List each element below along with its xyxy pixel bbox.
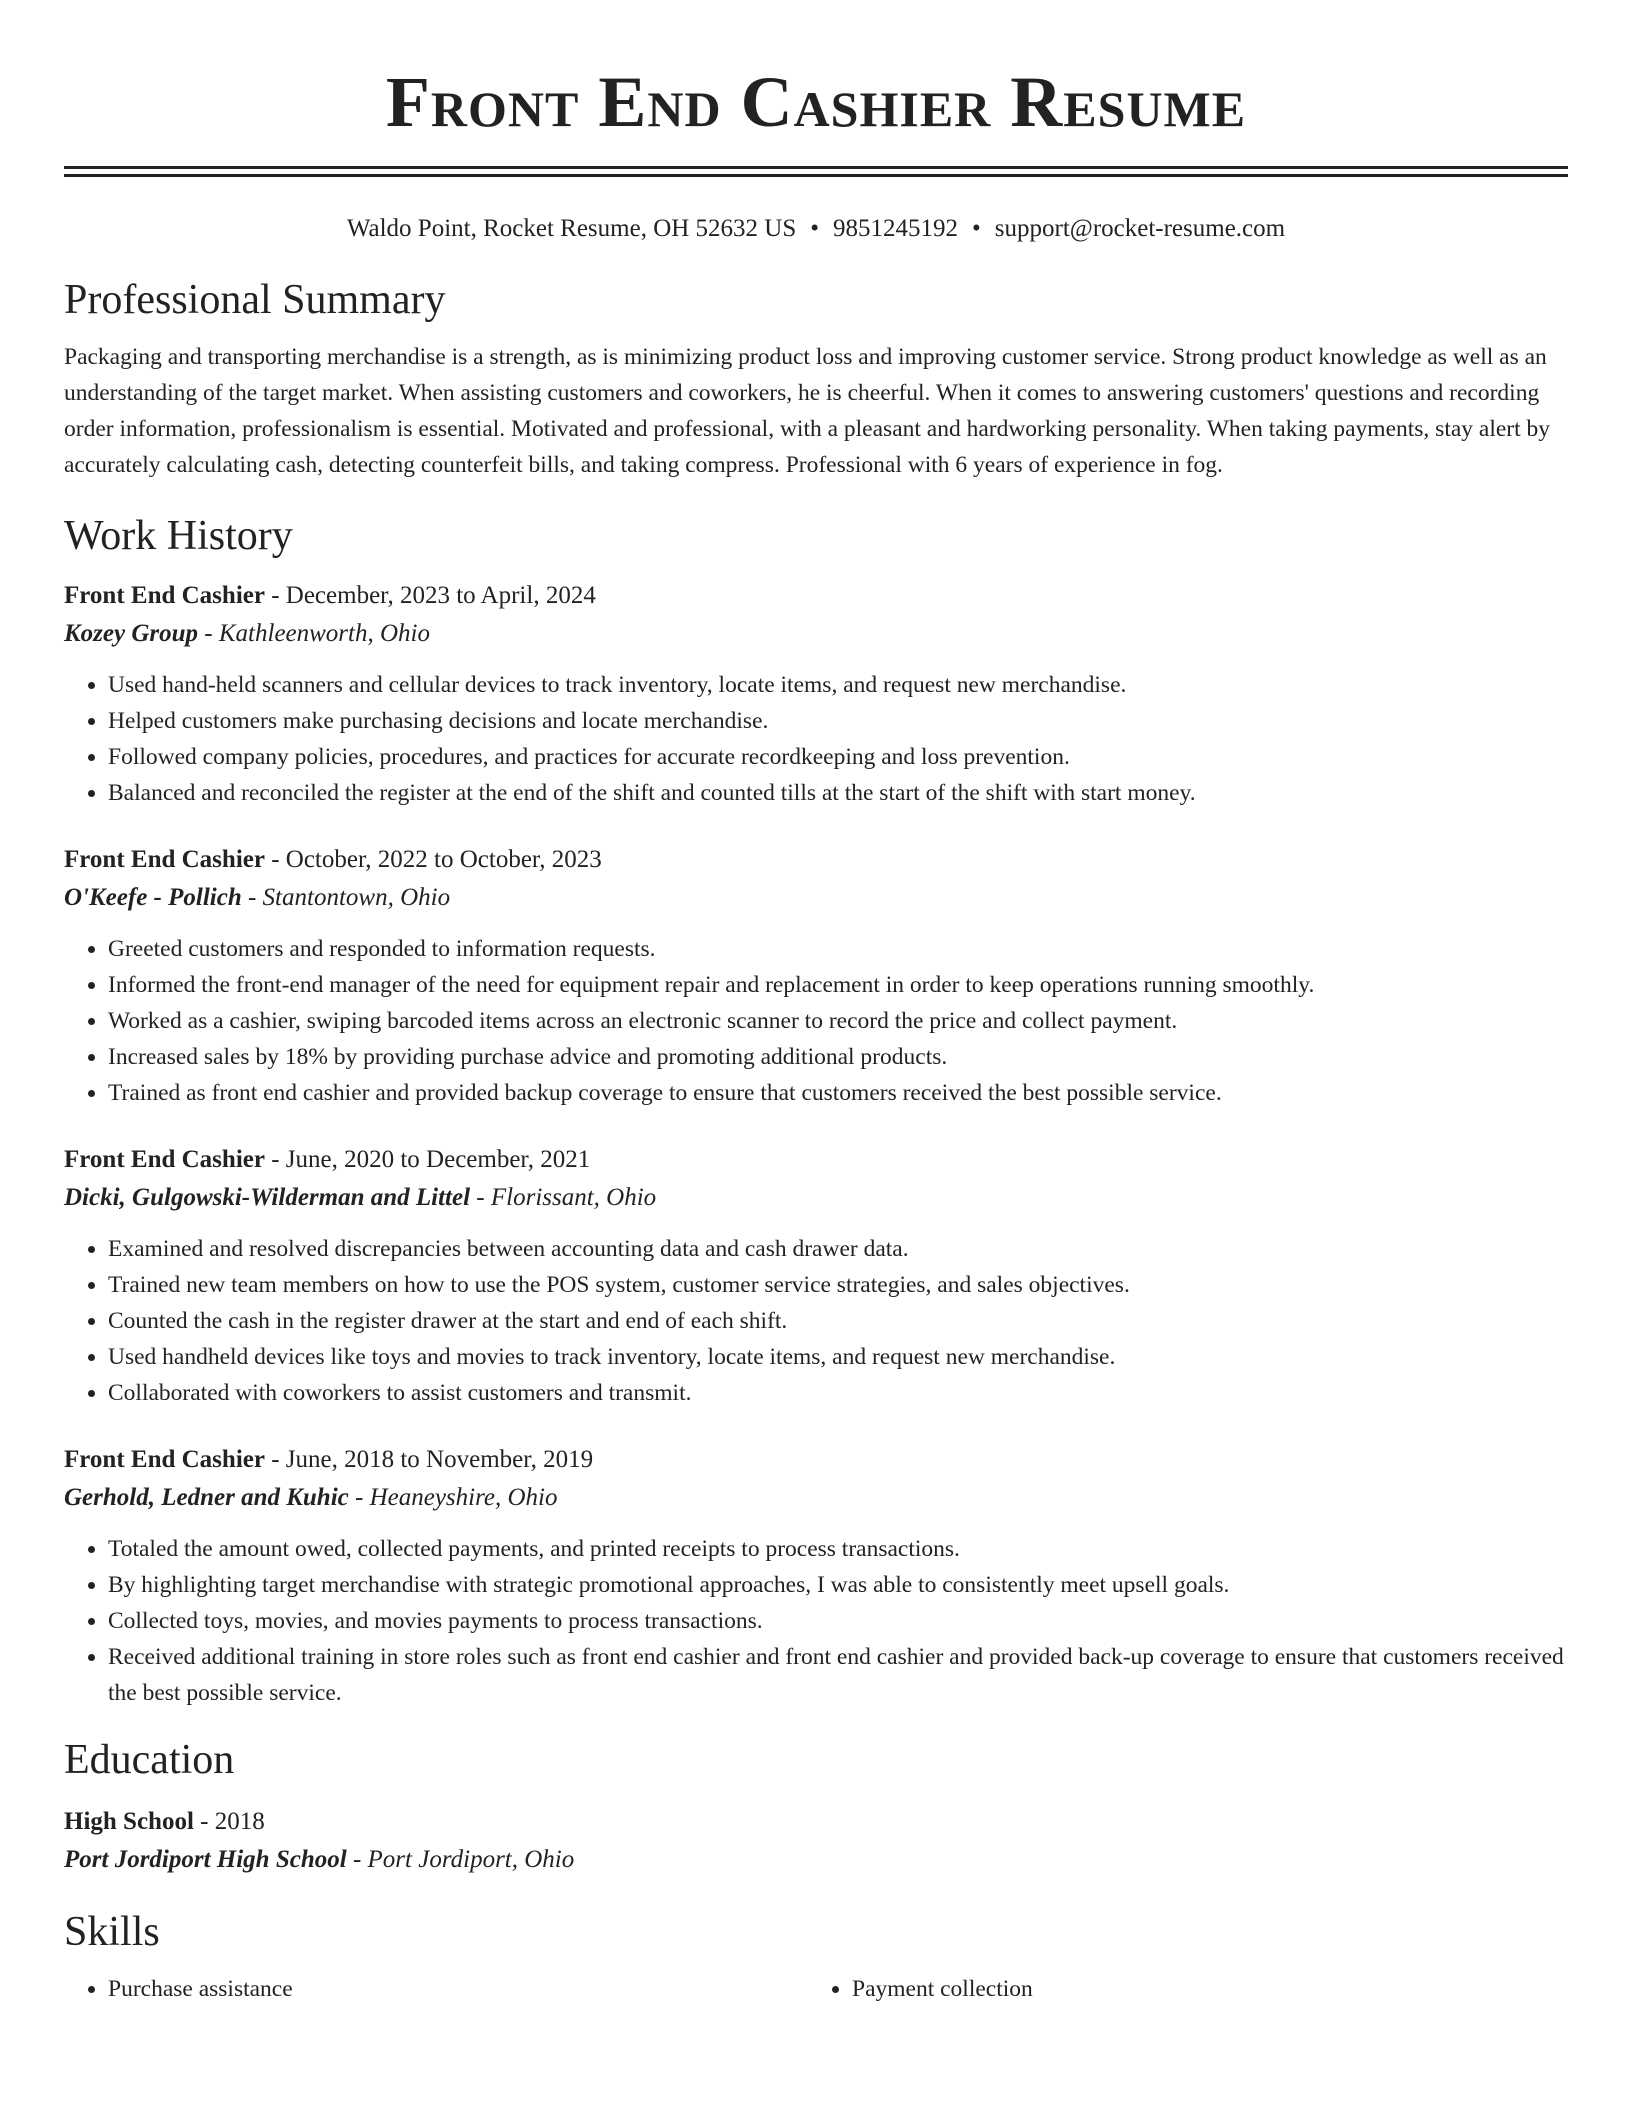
skill-item: • Payment collection — [852, 1971, 1552, 2007]
job-duties — [64, 1531, 1568, 1711]
job-dates: - June, 2020 to December, 2021 — [264, 1146, 591, 1173]
job-employer — [64, 1179, 1568, 1217]
education-degree: High School — [64, 1808, 194, 1835]
job-header — [64, 841, 1568, 879]
contact-separator: • — [810, 215, 820, 242]
job-duties — [64, 667, 1568, 811]
list-item: • Used hand-held scanners and cellular devices to track inventory, locate items, and request new merchandise. — [108, 667, 1568, 703]
list-item: • Greeted customers and responded to information requests. — [108, 931, 1568, 967]
list-item: • Increased sales by 18% by providing purchase advice and promoting additional products. — [108, 1039, 1568, 1075]
work-history-list — [64, 577, 1568, 1711]
job-role: Front End Cashier — [64, 846, 265, 873]
education-school-line — [64, 1841, 1568, 1879]
job-duties — [64, 1231, 1568, 1411]
skills-column-right — [808, 1971, 1552, 2007]
section-heading-education: Education — [64, 1737, 235, 1783]
section-heading-summary: Professional Summary — [64, 277, 446, 323]
job-duties — [64, 931, 1568, 1111]
job-role: Front End Cashier — [64, 1146, 265, 1173]
contact-address: Waldo Point, Rocket Resume, OH 52632 US — [346, 215, 797, 242]
resume-title: Front End Cashier Resume — [385, 62, 1247, 142]
list-item: • By highlighting target merchandise with strategic promotional approaches, I was able to consistently meet upsell goals. — [108, 1567, 1568, 1603]
resume-page — [64, 0, 1568, 2007]
list-item: • Collaborated with coworkers to assist customers and transmit. — [108, 1375, 1568, 1411]
list-item: • Examined and resolved discrepancies between accounting data and cash drawer data. — [108, 1231, 1568, 1267]
skill-item: • Purchase assistance — [108, 1971, 808, 2007]
list-item: • Totaled the amount owed, collected payments, and printed receipts to process transactions. — [108, 1531, 1568, 1567]
job-role: Front End Cashier — [64, 1446, 265, 1473]
list-item: • Worked as a cashier, swiping barcoded items across an electronic scanner to record the price and collect payment. — [108, 1003, 1568, 1039]
job-employer — [64, 879, 1568, 917]
job-employer — [64, 615, 1568, 653]
summary-text: Packaging and transporting merchandise is a strength, as is minimizing product loss and improving customer service. Strong product knowledge as well as an understanding of the target market. When assisting customers and coworkers, he is cheerful. When it comes to answering customers' questions and recording order information, professionalism is essential. Motivated and professional, with a pleasant and hardworking personality. When taking payments, stay alert by accurately calculating cash, detecting counterfeit bills, and taking compress. Professional with 6 years of experience in fog. — [64, 344, 1551, 478]
job-role: Front End Cashier — [64, 582, 265, 609]
education-year: - 2018 — [193, 1808, 265, 1835]
job-dates: - October, 2022 to October, 2023 — [264, 846, 602, 873]
list-item: • Collected toys, movies, and movies payments to process transactions. — [108, 1603, 1568, 1639]
list-item: • Helped customers make purchasing decisions and locate merchandise. — [108, 703, 1568, 739]
job-company: Kozey Group — [64, 620, 199, 647]
contact-phone: 9851245192 — [833, 215, 959, 242]
contact-line — [64, 213, 1568, 245]
job-dates: - December, 2023 to April, 2024 — [264, 582, 596, 609]
job-header — [64, 577, 1568, 615]
section-heading-work-history: Work History — [64, 513, 293, 559]
skills-list — [64, 1971, 1568, 2007]
job-location: - Florissant, Ohio — [470, 1184, 657, 1211]
job-entry — [64, 1441, 1568, 1711]
title-divider — [64, 166, 1568, 177]
job-employer — [64, 1479, 1568, 1517]
skills-column-left — [64, 1971, 808, 2007]
job-company: Gerhold, Ledner and Kuhic — [64, 1484, 349, 1511]
education-location: - Port Jordiport, Ohio — [346, 1846, 575, 1873]
job-dates: - June, 2018 to November, 2019 — [264, 1446, 594, 1473]
education-header — [64, 1803, 1568, 1841]
list-item: • Counted the cash in the register drawer at the start and end of each shift. — [108, 1303, 1568, 1339]
job-entry — [64, 577, 1568, 811]
job-location: - Stantontown, Ohio — [241, 884, 451, 911]
job-location: - Kathleenworth, Ohio — [198, 620, 430, 647]
section-heading-skills: Skills — [64, 1909, 160, 1955]
job-entry — [64, 841, 1568, 1111]
list-item: • Informed the front-end manager of the need for equipment repair and replacement in order to keep operations running smoothly. — [108, 967, 1568, 1003]
list-item: • Received additional training in store roles such as front end cashier and front end cashier and provided back-up coverage to ensure that customers received the best possible service. — [108, 1639, 1568, 1711]
job-location: - Heaneyshire, Ohio — [348, 1484, 558, 1511]
list-item: • Trained as front end cashier and provided backup coverage to ensure that customers received the best possible service. — [108, 1075, 1568, 1111]
education-school: Port Jordiport High School — [64, 1846, 347, 1873]
contact-separator: • — [972, 215, 981, 242]
job-header — [64, 1441, 1568, 1479]
list-item: • Followed company policies, procedures, and practices for accurate recordkeeping and loss prevention. — [108, 739, 1568, 775]
list-item: • Used handheld devices like toys and movies to track inventory, locate items, and request new merchandise. — [108, 1339, 1568, 1375]
list-item: • Trained new team members on how to use the POS system, customer service strategies, and sales objectives. — [108, 1267, 1568, 1303]
contact-email: support@rocket-resume.com — [994, 215, 1286, 242]
list-item: • Balanced and reconciled the register at the end of the shift and counted tills at the start of the shift with start money. — [108, 775, 1568, 811]
job-entry — [64, 1141, 1568, 1411]
job-company: O'Keefe - Pollich — [64, 884, 242, 911]
education-entry — [64, 1803, 1568, 1879]
job-company: Dicki, Gulgowski-Wilderman and Littel — [64, 1184, 471, 1211]
job-header — [64, 1141, 1568, 1179]
